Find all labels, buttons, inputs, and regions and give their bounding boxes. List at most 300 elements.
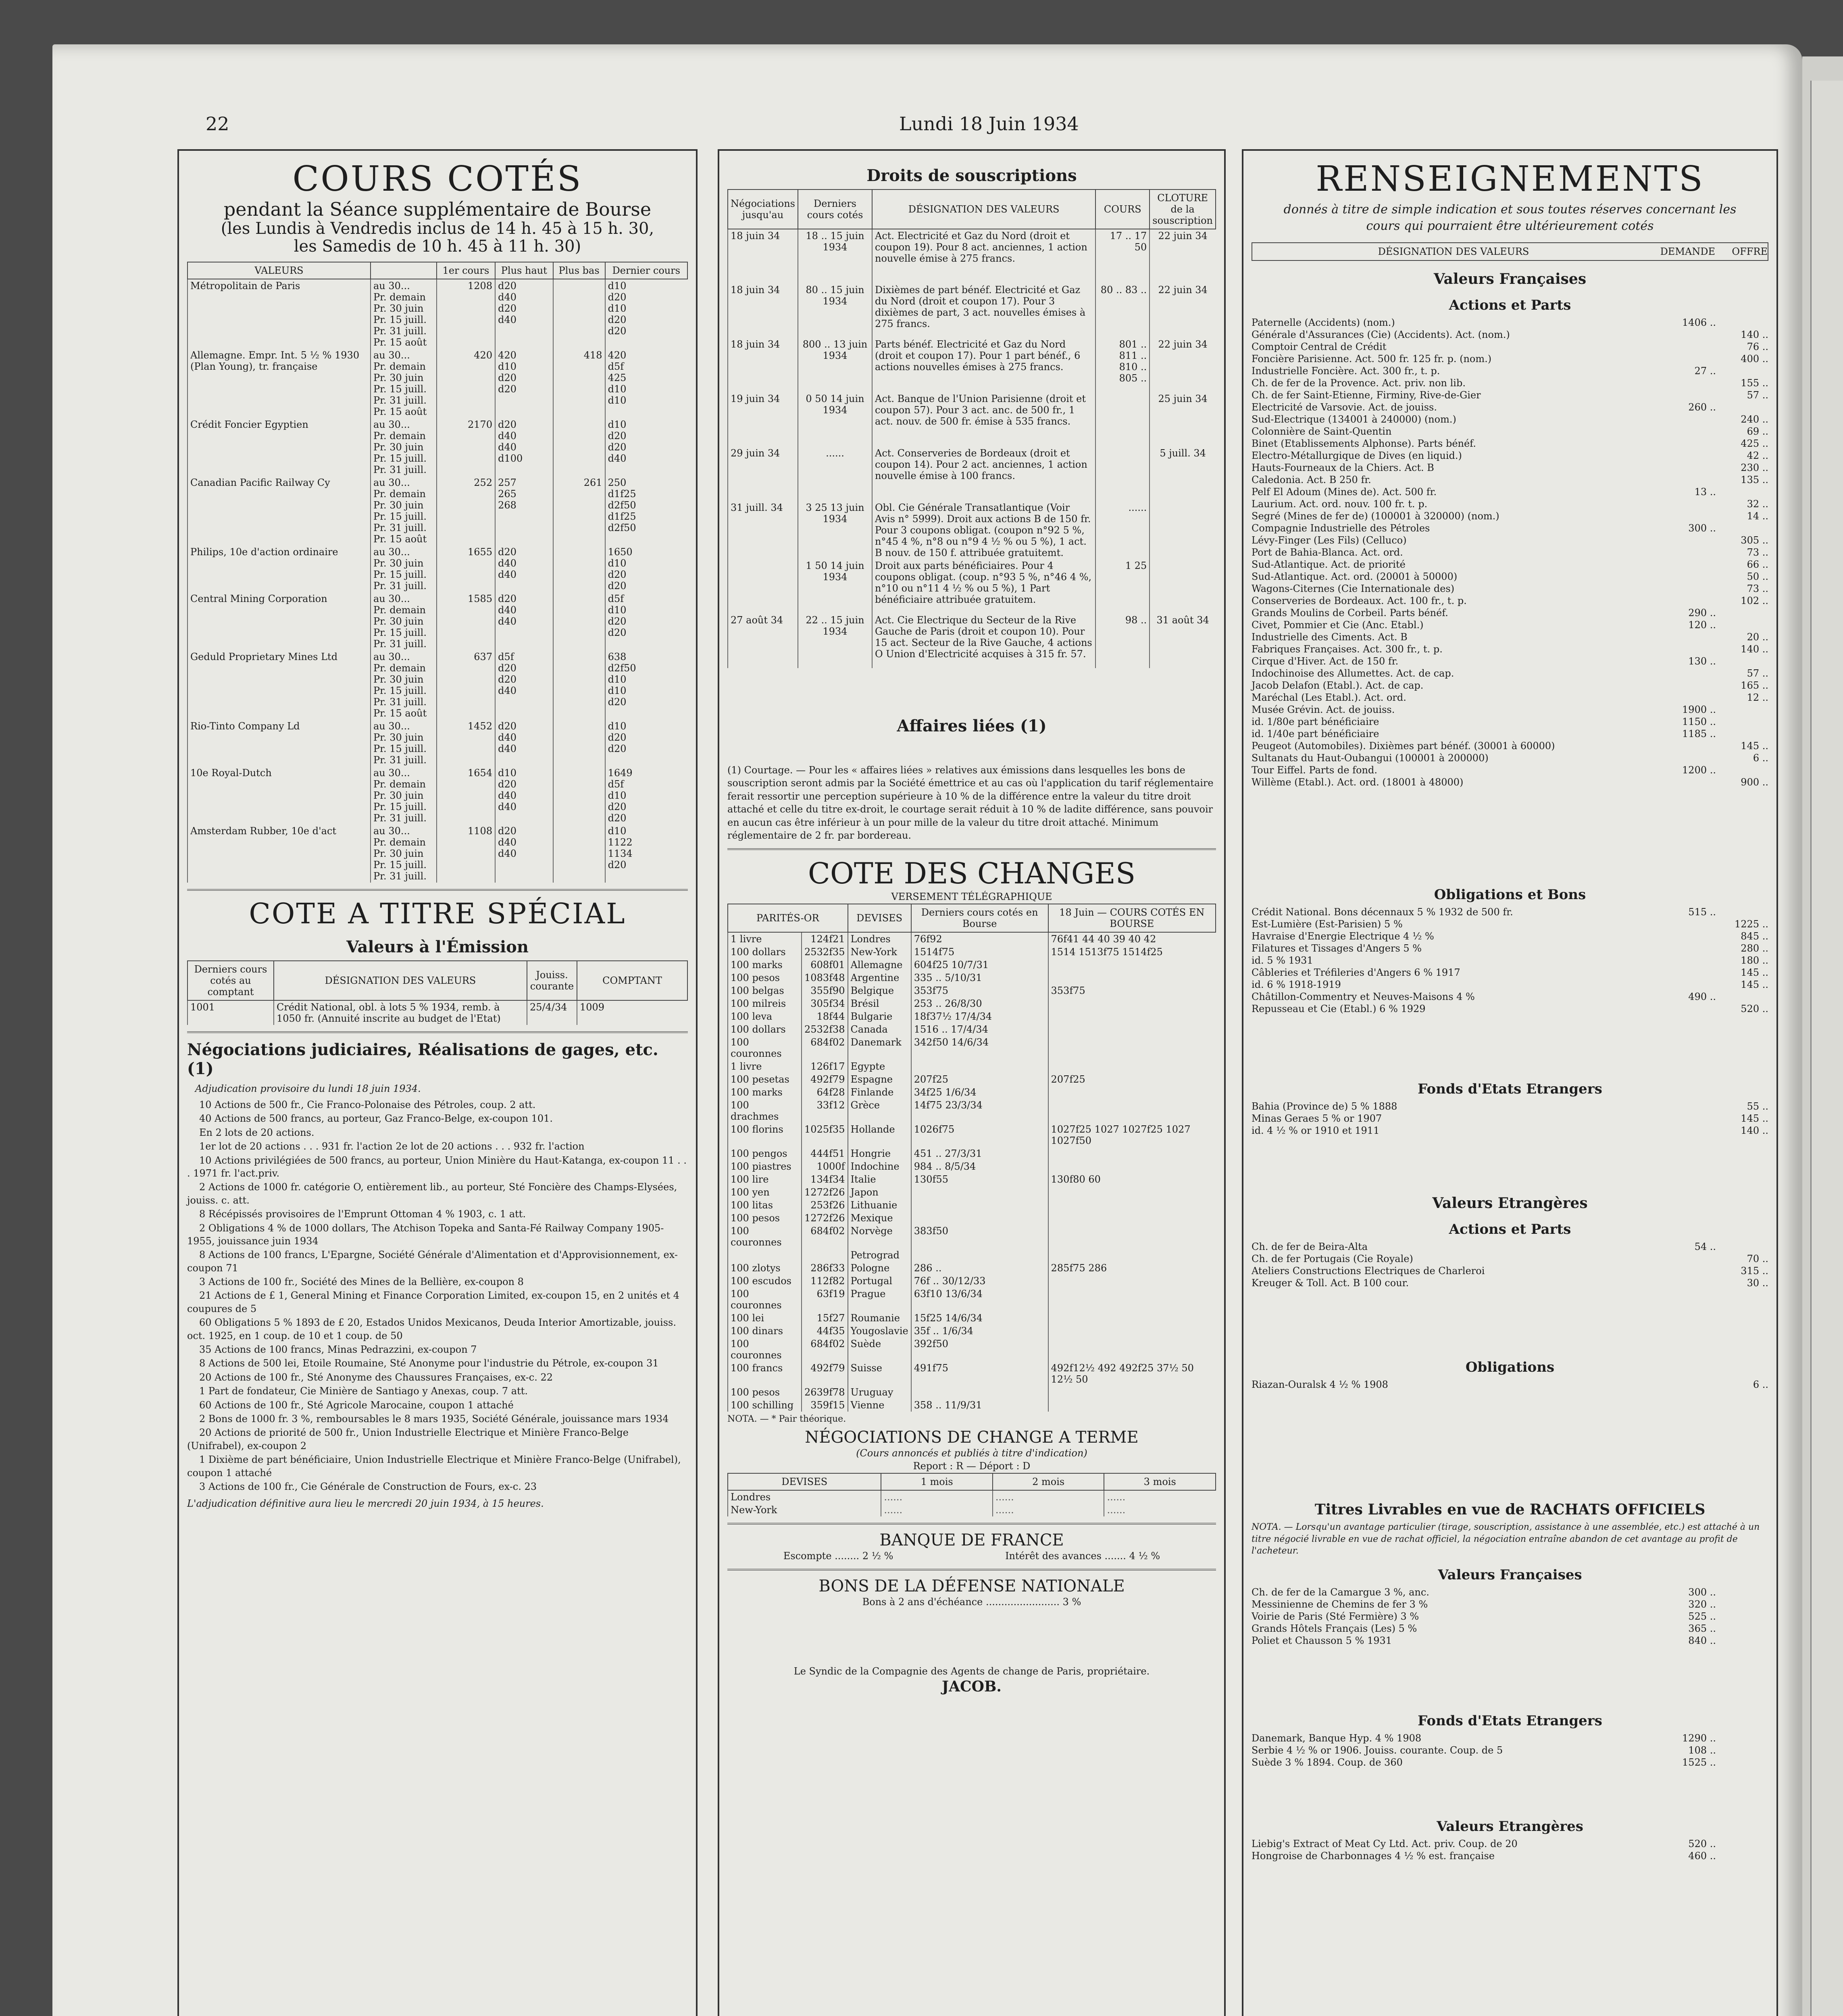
ch-col-today: 18 Juin — COURS COTÉS EN BOURSE [1048, 904, 1216, 932]
table-row [728, 1173, 1216, 1186]
table-row [187, 546, 687, 592]
ts-col-jouiss: Jouiss. courante [527, 961, 577, 1000]
list-item [1252, 930, 1768, 942]
item-name: Tour Eiffel. Parts de fond. [1252, 764, 1377, 776]
list-item [1252, 1586, 1768, 1598]
parite-unit: 100 pesos [728, 1212, 802, 1225]
dernier-cours: 253 .. 26/8/30 [911, 997, 1048, 1010]
page-date: Lundi 18 Juin 1934 [899, 113, 1079, 135]
table-row [187, 720, 687, 766]
droit-close: 22 juin 34 [1150, 338, 1216, 392]
list-item [1252, 619, 1768, 631]
section-valeurs-francaises: Valeurs Françaises [1433, 271, 1587, 287]
table-row [728, 1337, 1216, 1362]
section-actions-parts: Actions et Parts [1449, 297, 1571, 313]
parite-value: 444f51 [802, 1147, 848, 1160]
item-demande: 320 .. [1688, 1599, 1716, 1610]
cours-jour: 130f80 60 [1048, 1173, 1216, 1186]
list-item: 1 Dixième de part bénéficiaire, Union Industrielle Electrique et Minière Franco-Belge (Unifrabel), coupon 1 attaché [187, 1454, 681, 1479]
droit-name: Act. Conserveries de Bordeaux (droit et coupon 14). Pour 2 act. anciennes, 1 action nouvelle émise à 100 francs. [872, 447, 1095, 501]
item-offre: 400 .. [1741, 353, 1768, 364]
item-name: Liebig's Extract of Meat Cy Ltd. Act. priv. Coup. de 20 [1252, 1838, 1518, 1850]
cours-jour: 1027f25 1027 1027f25 1027 1027f50 [1048, 1123, 1216, 1147]
valeur-name: Allemagne. Empr. Int. 5 ½ % 1930 (Plan Young), tr. française [187, 349, 371, 418]
item-offre: 76 .. [1747, 341, 1768, 352]
dr-col-neg: Négociations jusqu'au [728, 190, 798, 229]
droit-neg: 27 août 34 [728, 614, 798, 668]
item-name: Sud-Atlantique. Act. ord. (20001 à 50000) [1252, 571, 1458, 582]
devise: Japon [848, 1186, 911, 1199]
item-offre [1716, 1241, 1768, 1253]
table-row [728, 1060, 1216, 1073]
list-item: 8 Récépissés provisoires de l'Emprunt Ottoman 4 % 1903, c. 1 att. [199, 1208, 526, 1220]
valeur-terms: au 30... Pr. demain Pr. 30 juin Pr. 15 juill. Pr. 31 juill. Pr. 15 août [371, 349, 437, 418]
terme-col-1: 1 mois [881, 1473, 993, 1490]
item-name: Câbleries et Tréfileries d'Angers 6 % 1917 [1252, 967, 1460, 978]
valeur-last: d10 d20 d20 d40 [605, 418, 687, 476]
terme-col-devises: DEVISES [728, 1473, 881, 1490]
list-item [1252, 341, 1768, 353]
table-row [187, 476, 687, 546]
dernier-cours [911, 1249, 1048, 1262]
valeur-terms: au 30... Pr. demain Pr. 30 juin Pr. 15 juill. Pr. 31 juill. [371, 418, 437, 476]
item-offre: 20 .. [1747, 631, 1768, 643]
section-obligations-bons: Obligations et Bons [1434, 887, 1586, 903]
devise: Espagne [848, 1073, 911, 1086]
droit-close [1150, 501, 1216, 559]
list-item: 20 Actions de priorité de 500 fr., Union Industrielle Electrique et Minière Franco-Belge (Unifrabel), ex-coupon 2 [187, 1427, 629, 1452]
list-item [1252, 437, 1768, 450]
item-demande [1672, 740, 1716, 752]
cours-jour [1048, 1386, 1216, 1399]
droit-cours: 801 .. 811 .. 810 .. 805 .. [1095, 338, 1150, 392]
table-row [728, 1023, 1216, 1036]
droit-last: 0 50 14 juin 1934 [798, 392, 872, 447]
cours-cotes-table [187, 262, 688, 883]
valeur-terms: au 30... Pr. demain Pr. 30 juin Pr. 15 juill. Pr. 31 juill. Pr. 15 août [371, 476, 437, 546]
section-rachats-etrangeres: Valeurs Etrangères [1437, 1818, 1583, 1835]
item-demande [1672, 389, 1716, 401]
adjudication-definitive: L'adjudication définitive aura lieu le mercredi 20 juin 1934, à 15 heures. [187, 1498, 544, 1510]
valeur-first: 1108 [437, 825, 495, 883]
dernier-cours: 984 .. 8/5/34 [911, 1160, 1048, 1173]
valeur-high: d20 d40 d40 [495, 720, 553, 766]
valeur-name: Amsterdam Rubber, 10e d'act [187, 825, 371, 883]
item-offre: 6 .. [1753, 1379, 1768, 1390]
cours-jour [1048, 1199, 1216, 1212]
col-echeance [371, 262, 437, 279]
section-valeurs-etrangeres: Valeurs Etrangères [1432, 1195, 1588, 1212]
item-demande [1672, 571, 1716, 583]
table-row [728, 984, 1216, 997]
col-valeurs: VALEURS [187, 262, 371, 279]
item-offre [1716, 522, 1768, 534]
droit-last: 800 .. 13 juin 1934 [798, 338, 872, 392]
droit-last: 80 .. 15 juin 1934 [798, 283, 872, 338]
dernier-cours: 130f55 [911, 1173, 1048, 1186]
item-demande: 525 .. [1688, 1611, 1716, 1622]
table-row [728, 1225, 1216, 1249]
item-name: Compagnie Industrielle des Pétroles [1252, 523, 1430, 534]
item-name: Grands Moulins de Corbeil. Parts bénéf. [1252, 607, 1448, 619]
item-demande [1672, 510, 1716, 522]
item-name: Segré (Mines de fer de) (100001 à 320000) (nom.) [1252, 510, 1499, 522]
list-item [1252, 740, 1768, 752]
item-name: Peugeot (Automobiles). Dixièmes part bénéf. (30001 à 60000) [1252, 740, 1555, 752]
item-offre: 57 .. [1747, 668, 1768, 679]
table-row [728, 1147, 1216, 1160]
terme-report: Report : R — Déport : D [913, 1460, 1031, 1472]
valeur-high: 420 d10 d20 d20 [495, 349, 553, 418]
list-item: 20 Actions de 100 fr., Sté Anonyme des Chaussures Françaises, ex-c. 22 [199, 1371, 553, 1383]
list-item [1252, 655, 1768, 667]
avances-rate: Intérêt des avances ....... 4 ½ % [1005, 1550, 1160, 1562]
bons-title: BONS DE LA DÉFENSE NATIONALE [818, 1577, 1125, 1595]
item-demande [1672, 752, 1716, 764]
item-demande [1672, 377, 1716, 389]
item-demande [1672, 918, 1716, 930]
list-item [1252, 1277, 1768, 1289]
droit-close: 25 juin 34 [1150, 392, 1216, 447]
parite-value: 684f02 [802, 1225, 848, 1249]
item-name: Comptoir Central de Crédit [1252, 341, 1387, 352]
col-plus-bas: Plus bas [553, 262, 605, 279]
item-demande [1672, 966, 1716, 979]
droit-last: 3 25 13 juin 1934 [798, 501, 872, 559]
item-demande [1672, 979, 1716, 991]
list-item [1252, 979, 1768, 991]
valeur-terms: au 30... Pr. demain Pr. 30 juin Pr. 15 juill. Pr. 31 juill. Pr. 15 août [371, 650, 437, 720]
table-row [728, 447, 1216, 501]
item-name: Hongroise de Charbonnages 4 ½ % est. française [1252, 1850, 1495, 1862]
cours-jour [1048, 1212, 1216, 1225]
parite-value: 1272f26 [802, 1212, 848, 1225]
devise: Pologne [848, 1262, 911, 1275]
item-demande: 515 .. [1688, 906, 1716, 918]
list-item [1252, 486, 1768, 498]
item-name: Est-Lumière (Est-Parisien) 5 % [1252, 918, 1403, 930]
item-name: Willème (Etabl.). Act. ord. (18001 à 48000) [1252, 777, 1464, 788]
section-rachats-francaises: Valeurs Françaises [1438, 1567, 1582, 1583]
table-row [187, 279, 687, 349]
ts-col-last: Derniers cours cotés au comptant [187, 961, 274, 1000]
list-item [1252, 728, 1768, 740]
item-name: Wagons-Citernes (Cie Internationale des) [1252, 583, 1455, 594]
list-item [1252, 776, 1768, 788]
list-item [1252, 1598, 1768, 1610]
droit-close: 5 juill. 34 [1150, 447, 1216, 501]
table-row [187, 1000, 687, 1025]
item-name: Ch. de fer de la Camargue 3 %, anc. [1252, 1587, 1429, 1598]
droit-close: 22 juin 34 [1150, 229, 1216, 283]
table-row [728, 1262, 1216, 1275]
devise: Argentine [848, 971, 911, 984]
droit-cours [1095, 447, 1150, 501]
valeur-first: 1655 [437, 546, 495, 592]
item-demande: 1290 .. [1682, 1733, 1716, 1744]
dernier-cours: 76f92 [911, 932, 1048, 946]
parite-unit: 100 dollars [728, 946, 802, 958]
item-name: Jacob Delafon (Etabl.). Act. de cap. [1252, 680, 1424, 691]
item-demande: 260 .. [1688, 402, 1716, 413]
parite-value: 15f27 [802, 1312, 848, 1325]
column-cours-cotes [177, 149, 698, 2016]
list-item [1252, 317, 1768, 329]
droit-neg [728, 559, 798, 614]
list-item [1252, 679, 1768, 691]
item-demande [1672, 930, 1716, 942]
rs-col-offre: OFFRE [1732, 246, 1768, 257]
item-name: Repusseau et Cie (Etabl.) 6 % 1929 [1252, 1003, 1426, 1014]
list-item [1252, 425, 1768, 437]
list-item: 1 Part de fondateur, Cie Minière de Santiago y Anexas, coup. 7 att. [199, 1385, 528, 1397]
rachats-title: Titres Livrables en vue de RACHATS OFFICIELS [1314, 1501, 1706, 1518]
table-row [728, 229, 1216, 283]
valeur-high: 257 265 268 [495, 476, 553, 546]
parite-unit: 100 couronnes [728, 1287, 802, 1312]
ch-col-last: Derniers cours cotés en Bourse [911, 904, 1048, 932]
item-offre [1716, 317, 1768, 329]
parite-value: 684f02 [802, 1337, 848, 1362]
item-offre: 520 .. [1741, 1003, 1768, 1014]
item-offre: 425 .. [1741, 438, 1768, 449]
item-demande [1672, 413, 1716, 425]
valeur-last: d10 d20 d10 d20 d20 [605, 279, 687, 349]
item-demande [1672, 1100, 1716, 1112]
valeur-last: 1649 d5f d10 d20 d20 [605, 766, 687, 825]
item-offre: 42 .. [1747, 450, 1768, 461]
item-offre: 180 .. [1741, 955, 1768, 966]
list-item: 2 Bons de 1000 fr. 3 %, remboursables le 8 mars 1935, Société Générale, jouissance mars 1934 [199, 1413, 669, 1425]
list-item: 60 Actions de 100 fr., Sté Agricole Marocaine, coupon 1 attaché [199, 1399, 514, 1411]
droit-cours: 1 25 [1095, 559, 1150, 614]
valeur-name: Geduld Proprietary Mines Ltd [187, 650, 371, 720]
valeur-low: 261 [553, 476, 605, 546]
rachats-note: NOTA. — Lorsqu'un avantage particulier (tirage, souscription, assistance à une assemblée, etc.) est attaché à un titre négocié livrable en vue de rachat officiel, la négociation entraîne abandon de cet avantage au profit de l'acheteur. [1252, 1522, 1760, 1556]
list-item: 10 Actions de 500 fr., Cie Franco-Polonaise des Pétroles, coup. 2 att. [199, 1099, 536, 1110]
list-item [1252, 1744, 1768, 1756]
item-offre [1716, 655, 1768, 667]
droit-name: Act. Electricité et Gaz du Nord (droit et coupon 19). Pour 8 act. anciennes, 1 action nouvelle émise à 275 francs. [872, 229, 1095, 283]
item-name: Minas Geraes 5 % or 1907 [1252, 1113, 1382, 1124]
item-name: Musée Grévin. Act. de jouiss. [1252, 704, 1395, 715]
item-offre: 145 .. [1741, 740, 1768, 752]
item-offre [1716, 716, 1768, 728]
parite-unit: 100 pesos [728, 1386, 802, 1399]
negociations-title: Négociations judiciaires, Réalisations de gages, etc. (1) [187, 1040, 658, 1078]
cours-cotes-subtitle: pendant la Séance supplémentaire de Bourse [223, 198, 652, 220]
item-name: Indochinoise des Allumettes. Act. de cap. [1252, 668, 1454, 679]
list-item: 3 Actions de 100 fr., Cie Générale de Construction de Fours, ex-c. 23 [199, 1481, 537, 1492]
valeur-first: 252 [437, 476, 495, 546]
dernier-cours [911, 1186, 1048, 1199]
item-offre [1716, 401, 1768, 413]
list-item [1252, 906, 1768, 918]
parite-unit: 100 lire [728, 1173, 802, 1186]
parite-unit: 100 schilling [728, 1399, 802, 1412]
item-offre: 32 .. [1747, 498, 1768, 510]
item-offre [1716, 991, 1768, 1003]
page-number: 22 [206, 113, 229, 135]
list-item [1252, 1850, 1768, 1862]
table-row [728, 1386, 1216, 1399]
item-name: Caledonia. Act. B 250 fr. [1252, 474, 1371, 485]
syndic-line: Le Syndic de la Compagnie des Agents de change de Paris, propriétaire. [793, 1666, 1150, 1677]
item-offre: 240 .. [1741, 414, 1768, 425]
list-item [1252, 1379, 1768, 1391]
list-item [1252, 631, 1768, 643]
valeur-name: Rio-Tinto Company Ld [187, 720, 371, 766]
parite-unit: 100 leva [728, 1010, 802, 1023]
terme-row-label: Londres [728, 1490, 881, 1504]
valeur-high: d20 d40 d40 [495, 592, 553, 650]
valeur-low: 418 [553, 349, 605, 418]
devise: Londres [848, 932, 911, 946]
item-offre [1716, 1635, 1768, 1647]
item-demande: 1525 .. [1682, 1757, 1716, 1768]
item-offre: 12 .. [1747, 692, 1768, 703]
parite-unit: 100 couronnes [728, 1036, 802, 1060]
list-item: 2 Obligations 4 % de 1000 dollars, The Atchison Topeka and Santa-Fé Railway Company 1905-1955, jouissance juin 1934 [187, 1222, 664, 1247]
parite-unit: 100 florins [728, 1123, 802, 1147]
item-demande [1672, 498, 1716, 510]
dernier-cours: 207f25 [911, 1073, 1048, 1086]
table-row [728, 1086, 1216, 1099]
item-demande: 120 .. [1688, 619, 1716, 631]
dernier-cours: 358 .. 11/9/31 [911, 1399, 1048, 1412]
item-demande: 490 .. [1688, 991, 1716, 1002]
item-name: Ateliers Constructions Electriques de Charleroi [1252, 1265, 1485, 1277]
item-name: Suède 3 % 1894. Coup. de 360 [1252, 1757, 1403, 1768]
item-demande [1672, 679, 1716, 691]
rs-col-name: DÉSIGNATION DES VALEURS [1378, 246, 1529, 257]
parite-value: 684f02 [802, 1036, 848, 1060]
parite-unit: 100 pesos [728, 971, 802, 984]
parite-unit: 100 piastres [728, 1160, 802, 1173]
parite-unit: 100 dollars [728, 1023, 802, 1036]
item-demande [1672, 1112, 1716, 1125]
dernier-cours: 392f50 [911, 1337, 1048, 1362]
dernier-cours: 383f50 [911, 1225, 1048, 1249]
table-row [187, 349, 687, 418]
item-demande [1672, 942, 1716, 954]
item-demande: 27 .. [1694, 365, 1716, 377]
list-item [1252, 966, 1768, 979]
item-name: Industrielle des Ciments. Act. B [1252, 631, 1408, 643]
item-name: Colonnière de Saint-Quentin [1252, 426, 1392, 437]
item-offre [1716, 764, 1768, 776]
parite-unit: 100 pesetas [728, 1073, 802, 1086]
valeur-low [553, 592, 605, 650]
negociations-list [187, 1098, 688, 1493]
dernier-cours: 342f50 14/6/34 [911, 1036, 1048, 1060]
list-item [1252, 1100, 1768, 1112]
item-offre [1716, 365, 1768, 377]
item-demande: 108 .. [1688, 1745, 1716, 1756]
parite-value: 63f19 [802, 1287, 848, 1312]
cours-jour [1048, 1287, 1216, 1312]
item-name: Poliet et Chausson 5 % 1931 [1252, 1635, 1392, 1647]
item-offre: 140 .. [1741, 644, 1768, 655]
item-demande: 460 .. [1688, 1850, 1716, 1862]
dernier-cours: 14f75 23/3/34 [911, 1099, 1048, 1123]
dernier-cours: 63f10 13/6/34 [911, 1287, 1048, 1312]
list-item [1252, 691, 1768, 704]
item-offre: 145 .. [1741, 979, 1768, 990]
valeur-first: 1452 [437, 720, 495, 766]
list-item [1252, 1838, 1768, 1850]
item-name: Sud-Electrique (134001 à 240000) (nom.) [1252, 414, 1456, 425]
item-name: Ch. de fer de la Provence. Act. priv. non lib. [1252, 377, 1466, 389]
cours-jour [1048, 1337, 1216, 1362]
parite-unit: 100 pengos [728, 1147, 802, 1160]
list-item [1252, 1003, 1768, 1015]
section-obligations-etr: Obligations [1465, 1359, 1555, 1375]
droit-name: Parts bénéf. Electricité et Gaz du Nord (droit et coupon 17). Pour 1 part bénéf., 6 actions nouvelles émises à 275 francs. [872, 338, 1095, 392]
item-demande [1672, 1277, 1716, 1289]
item-demande [1672, 1253, 1716, 1265]
syndic-name: JACOB. [942, 1678, 1002, 1695]
devise: Prague [848, 1287, 911, 1312]
item-offre: 140 .. [1741, 1125, 1768, 1136]
parite-value: 124f21 [802, 932, 848, 946]
item-name: Conserveries de Bordeaux. Act. 100 fr., t. p. [1252, 595, 1467, 606]
droits-title: Droits de souscriptions [866, 166, 1077, 185]
devise: Uruguay [848, 1386, 911, 1399]
table-row [728, 1010, 1216, 1023]
item-offre: 280 .. [1741, 943, 1768, 954]
cours-jour [1048, 1010, 1216, 1023]
list-item [1252, 365, 1768, 377]
dernier-cours [911, 1386, 1048, 1399]
devise: Allemagne [848, 958, 911, 971]
droit-cours: ...... [1095, 501, 1150, 559]
dernier-cours: 335 .. 5/10/31 [911, 971, 1048, 984]
item-offre: 102 .. [1741, 595, 1768, 606]
list-item [1252, 413, 1768, 425]
parite-value: 1000f [802, 1160, 848, 1173]
parite-unit: 100 lei [728, 1312, 802, 1325]
droit-name: Act. Cie Electrique du Secteur de la Rive Gauche de Paris (droit et coupon 10). Pour 15 act. Secteur de la Rive Gauche, 4 actions O Union d'Electricité acquises à 315 fr. 57. [872, 614, 1095, 668]
affaires-liees: Affaires liées (1) [897, 716, 1047, 735]
devise: Grèce [848, 1099, 911, 1123]
item-demande: 1406 .. [1682, 317, 1716, 328]
parite-value: 2532f38 [802, 1023, 848, 1036]
titre-special-table [187, 960, 688, 1025]
list-item [1252, 546, 1768, 558]
valeur-terms: au 30... Pr. demain Pr. 30 juin Pr. 15 juill. Pr. 31 juill. [371, 766, 437, 825]
bons-line: Bons à 2 ans d'échéance ........................ 3 % [862, 1596, 1081, 1608]
table-row [728, 1312, 1216, 1325]
list-item [1252, 534, 1768, 546]
valeur-first: 420 [437, 349, 495, 418]
item-demande [1672, 425, 1716, 437]
list-item [1252, 1635, 1768, 1647]
item-name: Filatures et Tissages d'Angers 5 % [1252, 943, 1422, 954]
table-row [187, 825, 687, 883]
droit-name: Droit aux parts bénéficiaires. Pour 4 coupons obligat. (coup. n°93 5 %, n°46 4 %, n°10 ou n°11 4 ½ % ou 5 %), 1 Part bénéficiaire attribuée gratuitem. [872, 559, 1095, 614]
devise: Petrograd [848, 1249, 911, 1262]
item-name: Serbie 4 ½ % or 1906. Jouiss. courante. Coup. de 5 [1252, 1745, 1503, 1756]
item-name: Laurium. Act. ord. nouv. 100 fr. t. p. [1252, 498, 1428, 510]
valeur-first: 1585 [437, 592, 495, 650]
parite-value: 305f34 [802, 997, 848, 1010]
cours-jour [1048, 1086, 1216, 1099]
terme-col-2: 2 mois [993, 1473, 1104, 1490]
item-offre [1716, 1744, 1768, 1756]
item-name: id. 1/80e part bénéficiaire [1252, 716, 1379, 727]
list-item [1252, 401, 1768, 413]
